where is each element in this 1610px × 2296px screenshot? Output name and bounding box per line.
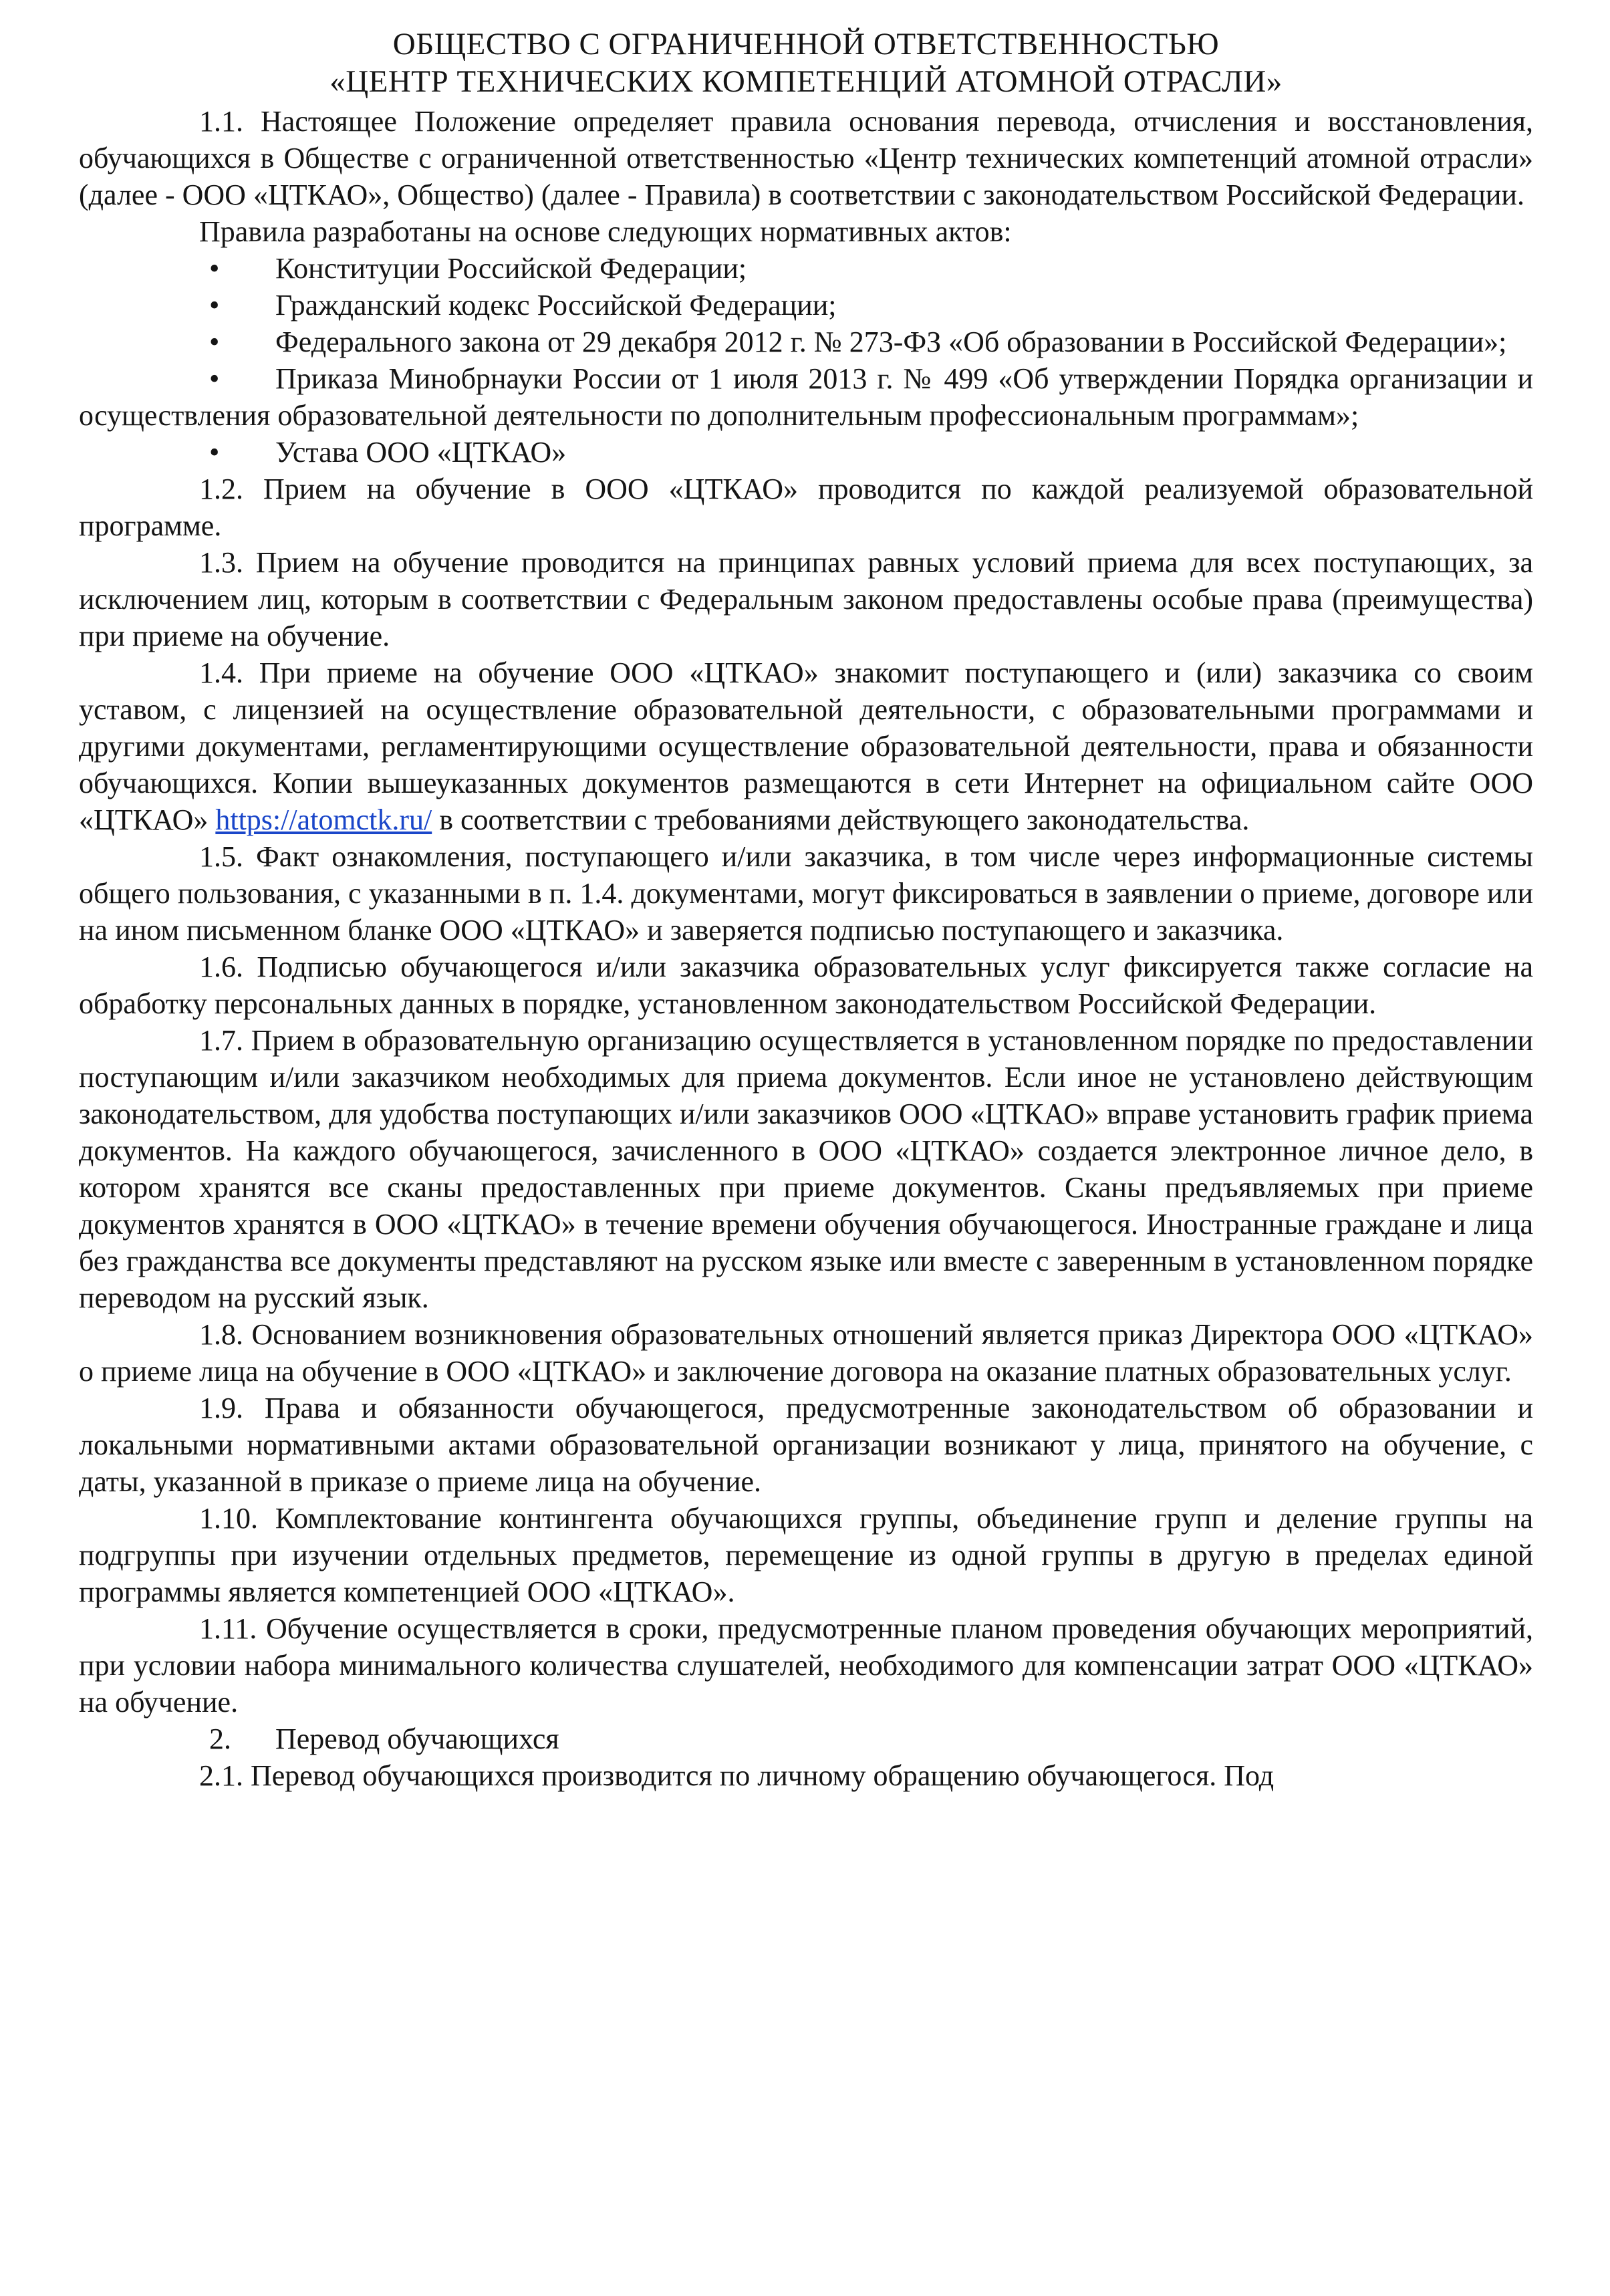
- bullet-icon: •: [209, 362, 220, 395]
- paragraph-1-4-text-b: в соответствии с требованиями действующего законодательства.: [432, 803, 1250, 836]
- bullet-text-4: Приказа Минобрнауки России от 1 июля 2013 г. № 499 «Об утверждении Порядка организации и осуществления образовательной деятельности по дополнительным профессиональным программам»;: [79, 362, 1533, 432]
- section-2-title: Перевод обучающихся: [275, 1723, 559, 1755]
- paragraph-1-10: 1.10. Комплектование контингента обучающихся группы, объединение групп и деление группы на подгруппы при изучении отдельных предметов, перемещение из одной группы в другую в пределах единой программы является компетенцией ООО «ЦТКАО».: [79, 1502, 1533, 1608]
- list-item: [79, 250, 1533, 287]
- list-item: [79, 287, 1533, 324]
- bullet-icon: •: [209, 326, 220, 358]
- paragraph-1-4-text-a: 1.4. При приеме на обучение ООО «ЦТКАО» знакомит поступающего и (или) заказчика со своим уставом, с лицензией на осуществление образовательной деятельности, с образовательными программами и другими документами, регламентирующими осуществление образовательной деятельности, права и обязанности обучающихся. Копии вышеуказанных документов размещаются в сети Интернет на официальном сайте ООО «ЦТКАО»: [79, 656, 1533, 836]
- website-link[interactable]: https://atomctk.ru/: [215, 803, 432, 836]
- section-2-number: 2.: [209, 1723, 231, 1755]
- paragraph-1-5: 1.5. Факт ознакомления, поступающего и/или заказчика, в том числе через информационные системы общего пользования, с указанными в п. 1.4. документами, могут фиксироваться в заявлении о приеме, договоре или на ином письменном бланке ООО «ЦТКАО» и заверяется подписью поступающего и заказчика.: [79, 840, 1533, 946]
- list-item: [79, 360, 1533, 434]
- paragraph-acts-intro: Правила разработаны на основе следующих нормативных актов:: [199, 215, 1012, 248]
- paragraph-1-2: 1.2. Прием на обучение в ООО «ЦТКАО» проводится по каждой реализуемой образовательной программе.: [79, 473, 1533, 542]
- header-line-2: «ЦЕНТР ТЕХНИЧЕСКИХ КОМПЕТЕНЦИЙ АТОМНОЙ ОТРАСЛИ»: [329, 64, 1283, 99]
- paragraph-1-9: 1.9. Права и обязанности обучающегося, предусмотренные законодательством об образовании и локальными нормативными актами образовательной организации возникают у лица, принятого на обучение, с даты, указанной в приказе о приеме лица на обучение.: [79, 1392, 1533, 1498]
- header-line-1: ОБЩЕСТВО С ОГРАНИЧЕННОЙ ОТВЕТСТВЕННОСТЬЮ: [392, 27, 1220, 61]
- bullet-icon: •: [209, 289, 220, 322]
- bullet-text-3: Федерального закона от 29 декабря 2012 г. № 273-ФЗ «Об образовании в Российской Федерации»;: [275, 326, 1507, 358]
- bullet-text-1: Конституции Российской Федерации;: [275, 252, 747, 285]
- paragraph-2-1: 2.1. Перевод обучающихся производится по личному обращению обучающегося. Под: [199, 1759, 1274, 1792]
- list-item: [79, 324, 1533, 360]
- paragraph-1-7: 1.7. Прием в образовательную организацию осуществляется в установленном порядке по предоставлении поступающим и/или заказчиком необходимых для приема документов. Если иное не установлено действующим законодательством, для удобства поступающих и/или заказчиков ООО «ЦТКАО» вправе установить график приема документов. На каждого обучающегося, зачисленного в ООО «ЦТКАО» создается электронное личное дело, в котором хранятся все сканы предоставленных при приеме документов. Сканы предъявляемых при приеме документов хранятся в ООО «ЦТКАО» в течение времени обучения обучающегося. Иностранные граждане и лица без гражданства все документы представляют на русском языке или вместе с заверенным в установленном порядке переводом на русский язык.: [79, 1024, 1533, 1314]
- bullet-icon: •: [209, 436, 220, 469]
- list-item: [79, 434, 1533, 471]
- paragraph-1-11: 1.11. Обучение осуществляется в сроки, предусмотренные планом проведения обучающих мероприятий, при условии набора минимального количества слушателей, необходимого для компенсации затрат ООО «ЦТКАО» на обучение.: [79, 1612, 1533, 1718]
- bullet-text-5: Устава ООО «ЦТКАО»: [275, 436, 567, 469]
- paragraph-1-1: 1.1. Настоящее Положение определяет правила основания перевода, отчисления и восстановления, обучающихся в Обществе с ограниченной ответственностью «Центр технических компетенций атомной отрасли» (далее - ООО «ЦТКАО», Общество) (далее - Правила) в соответствии с законодательством Российской Федерации.: [79, 105, 1533, 211]
- paragraph-1-4: [79, 654, 1533, 838]
- paragraph-1-8: 1.8. Основанием возникновения образовательных отношений является приказ Директора ООО «ЦТКАО» о приеме лица на обучение в ООО «ЦТКАО» и заключение договора на оказание платных образовательных услуг.: [79, 1318, 1533, 1388]
- paragraph-1-6: 1.6. Подписью обучающегося и/или заказчика образовательных услуг фиксируется также согласие на обработку персональных данных в порядке, установленном законодательством Российской Федерации.: [79, 950, 1533, 1020]
- bullet-icon: •: [209, 252, 220, 285]
- paragraph-1-3: 1.3. Прием на обучение проводится на принципах равных условий приема для всех поступающих, за исключением лиц, которым в соответствии с Федеральным законом предоставлены особые права (преимущества) при приеме на обучение.: [79, 546, 1533, 652]
- document-header: [79, 25, 1533, 100]
- section-2-heading: [79, 1720, 1533, 1757]
- bullet-text-2: Гражданский кодекс Российской Федерации;: [275, 289, 837, 322]
